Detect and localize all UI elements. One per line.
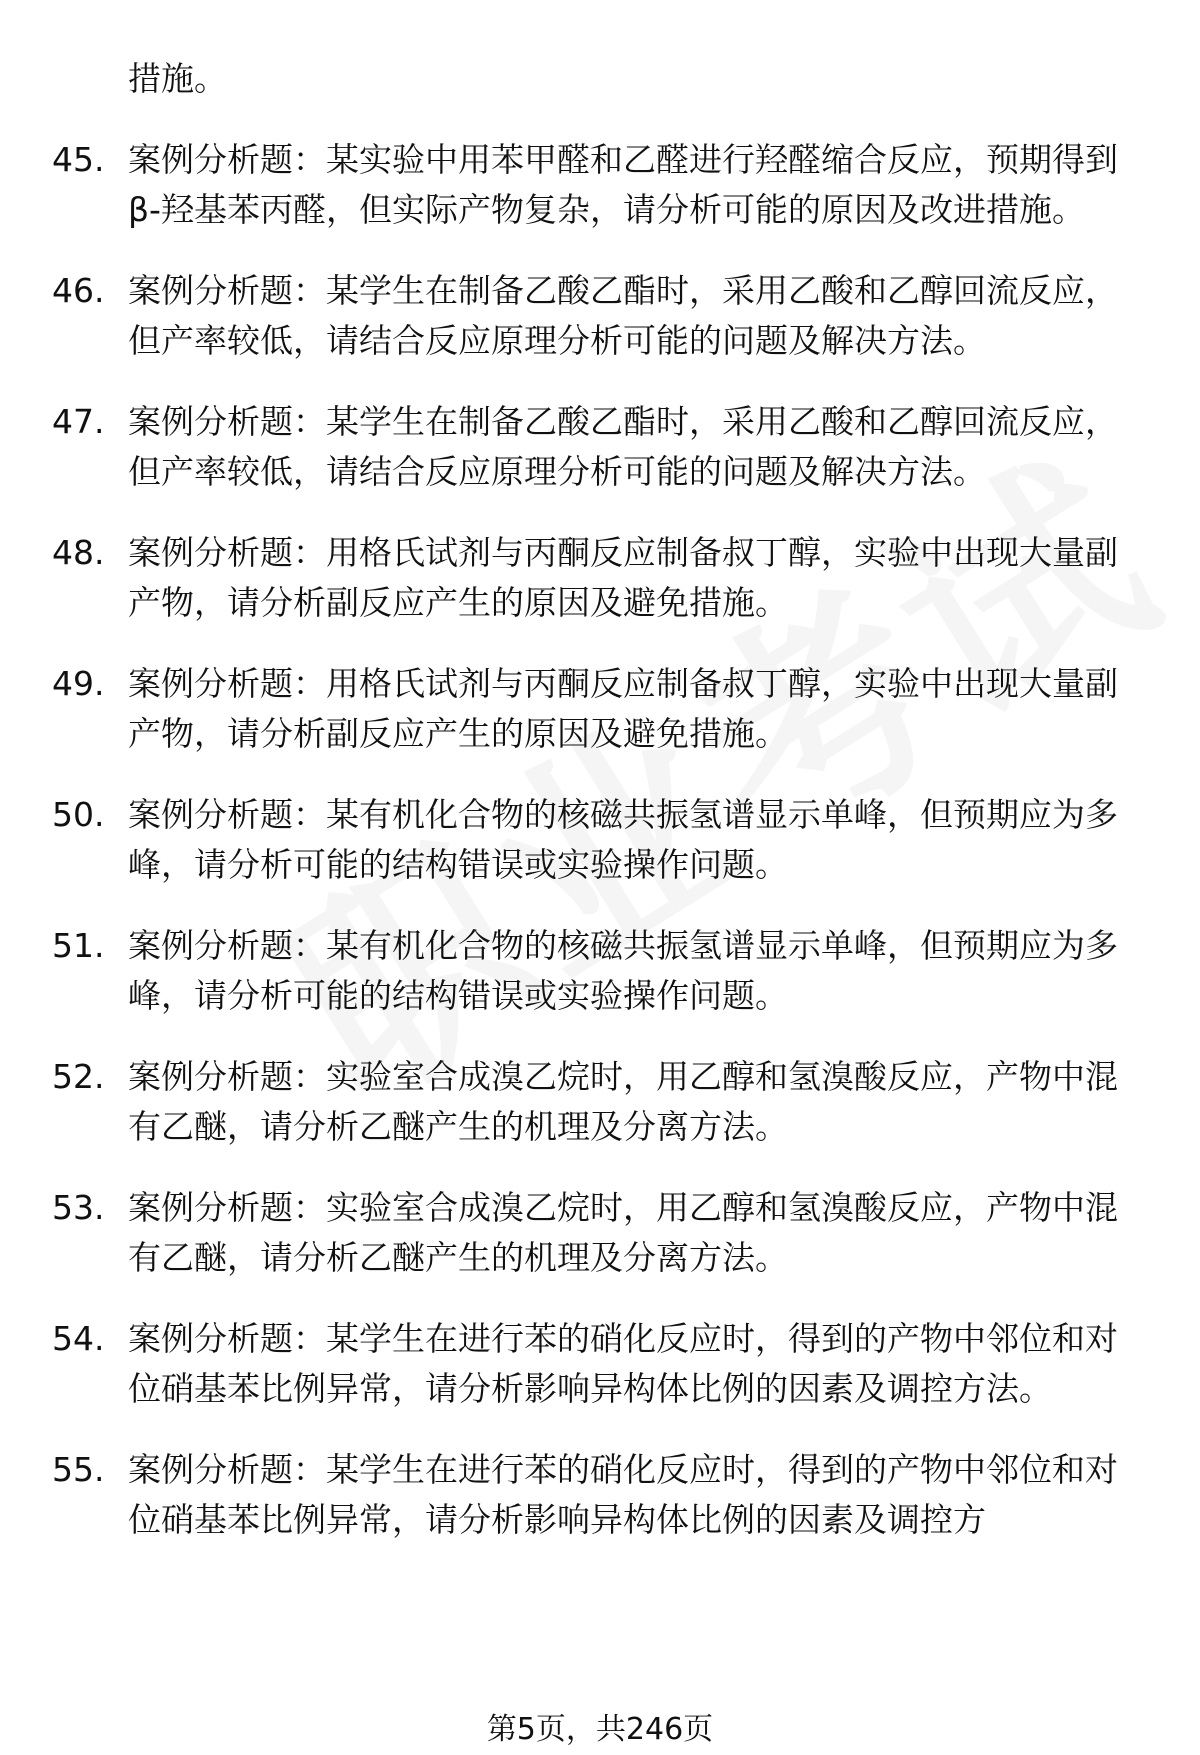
question-text: 案例分析题：某学生在制备乙酸乙酯时，采用乙酸和乙醇回流反应，但产率较低，请结合反应原理分析可能的问题及解决方法。	[128, 402, 1118, 491]
question-number: 45.	[52, 140, 105, 179]
question-number: 52.	[52, 1057, 105, 1096]
question-text: 案例分析题：某实验中用苯甲醛和乙醛进行羟醛缩合反应，预期得到β-羟基苯丙醛，但实际产物复杂，请分析可能的原因及改进措施。	[128, 140, 1118, 229]
question-item	[0, 1314, 1200, 1414]
page-footer: 第5页，共246页	[486, 1712, 714, 1747]
question-item	[0, 659, 1200, 759]
question-text: 案例分析题：用格氏试剂与丙酮反应制备叔丁醇，实验中出现大量副产物，请分析副反应产生的原因及避免措施。	[128, 533, 1118, 622]
question-text: 案例分析题：某有机化合物的核磁共振氢谱显示单峰，但预期应为多峰，请分析可能的结构错误或实验操作问题。	[128, 926, 1118, 1015]
question-text: 案例分析题：实验室合成溴乙烷时，用乙醇和氢溴酸反应，产物中混有乙醚，请分析乙醚产生的机理及分离方法。	[128, 1057, 1118, 1146]
question-item	[0, 1052, 1200, 1152]
question-item	[0, 921, 1200, 1021]
question-number: 50.	[52, 795, 105, 834]
question-item	[0, 1445, 1200, 1545]
question-list	[0, 54, 1200, 1576]
question-item	[0, 528, 1200, 628]
question-text: 案例分析题：用格氏试剂与丙酮反应制备叔丁醇，实验中出现大量副产物，请分析副反应产生的原因及避免措施。	[128, 664, 1118, 753]
question-item	[0, 266, 1200, 366]
question-number: 54.	[52, 1319, 105, 1358]
question-text: 案例分析题：某有机化合物的核磁共振氢谱显示单峰，但预期应为多峰，请分析可能的结构错误或实验操作问题。	[128, 795, 1118, 884]
question-number: 48.	[52, 533, 105, 572]
question-number: 46.	[52, 271, 105, 310]
question-item	[0, 135, 1200, 235]
question-item	[0, 1183, 1200, 1283]
question-text: 案例分析题：某学生在进行苯的硝化反应时，得到的产物中邻位和对位硝基苯比例异常，请分析影响异构体比例的因素及调控方	[128, 1450, 1118, 1539]
question-number: 53.	[52, 1188, 105, 1227]
question-text: 案例分析题：实验室合成溴乙烷时，用乙醇和氢溴酸反应，产物中混有乙醚，请分析乙醚产生的机理及分离方法。	[128, 1188, 1118, 1277]
continuation-text: 措施。	[128, 59, 227, 98]
question-number: 49.	[52, 664, 105, 703]
question-item	[0, 397, 1200, 497]
question-text: 案例分析题：某学生在进行苯的硝化反应时，得到的产物中邻位和对位硝基苯比例异常，请分析影响异构体比例的因素及调控方法。	[128, 1319, 1118, 1408]
question-text: 案例分析题：某学生在制备乙酸乙酯时，采用乙酸和乙醇回流反应，但产率较低，请结合反应原理分析可能的问题及解决方法。	[128, 271, 1118, 360]
question-number: 51.	[52, 926, 105, 965]
question-item	[0, 790, 1200, 890]
question-number: 47.	[52, 402, 105, 441]
question-number: 55.	[52, 1450, 105, 1489]
